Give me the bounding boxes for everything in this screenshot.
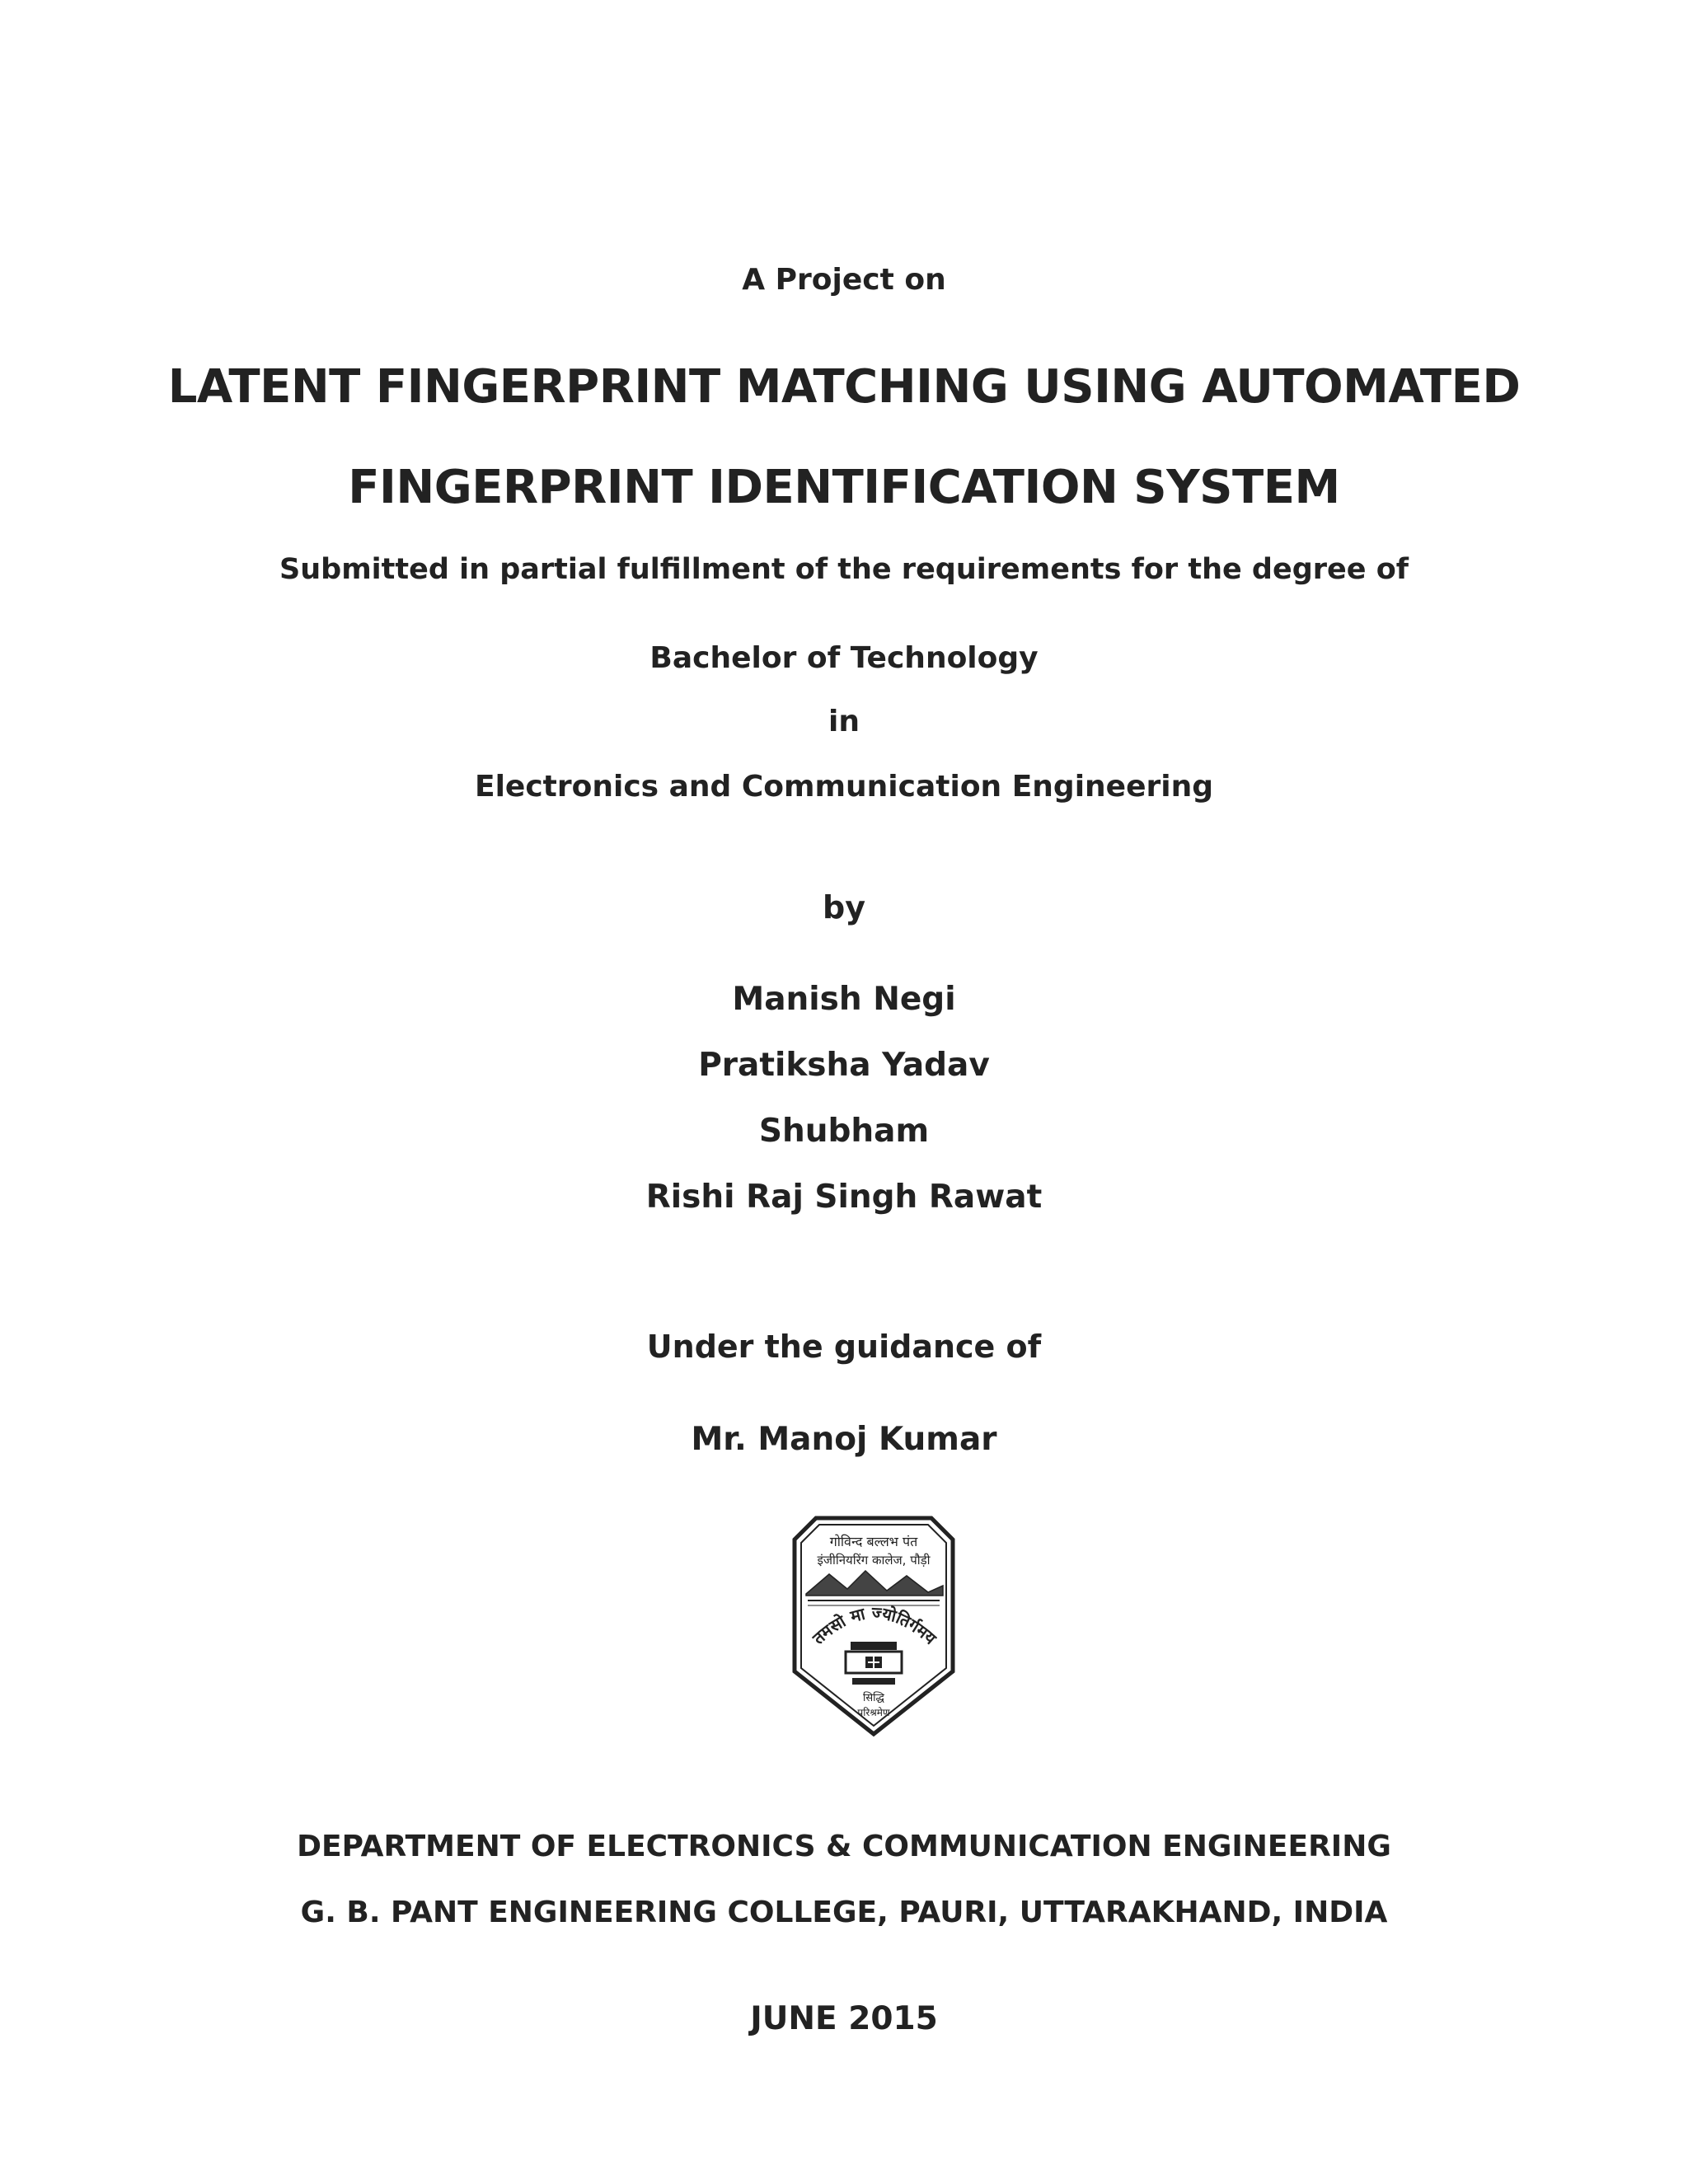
college-emblem-icon	[783, 1510, 964, 1741]
emblem-top-text: गोविन्द बल्लभ पंत	[829, 1534, 918, 1549]
emblem-motto: तमसो मा ज्योतिर्गमय	[808, 1602, 940, 1648]
intro-text: A Project on	[742, 263, 946, 297]
college-name: G. B. PANT ENGINEERING COLLEGE, PAURI, UTTARAKHAND, INDIA	[300, 1896, 1388, 1929]
author-name: Pratiksha Yadav	[698, 1047, 990, 1084]
guidance-label: Under the guidance of	[646, 1329, 1042, 1365]
emblem-top-text-2: इंजीनियरिंग कालेज, पौड़ी	[817, 1553, 931, 1568]
emblem-bottom-text-2: परिश्रमेण	[857, 1707, 890, 1718]
project-title-line-2: FINGERPRINT IDENTIFICATION SYSTEM	[348, 461, 1340, 514]
by-label: by	[823, 889, 865, 926]
author-name: Manish Negi	[732, 981, 956, 1018]
branch-name: Electronics and Communication Engineering	[474, 770, 1213, 804]
author-name: Shubham	[758, 1113, 930, 1150]
degree-name: Bachelor of Technology	[649, 641, 1039, 675]
submission-date: JUNE 2015	[750, 2000, 938, 2037]
author-name: Rishi Raj Singh Rawat	[645, 1179, 1043, 1216]
emblem-bottom-text: सिद्धि	[863, 1692, 884, 1704]
project-title-line-1: LATENT FINGERPRINT MATCHING USING AUTOMATED	[167, 360, 1521, 414]
degree-connector: in	[828, 705, 860, 738]
submission-statement: Submitted in partial fulfillment of the requirements for the degree of	[279, 553, 1409, 586]
department-name: DEPARTMENT OF ELECTRONICS & COMMUNICATION ENGINEERING	[297, 1830, 1391, 1863]
guide-name: Mr. Manoj Kumar	[691, 1421, 997, 1458]
